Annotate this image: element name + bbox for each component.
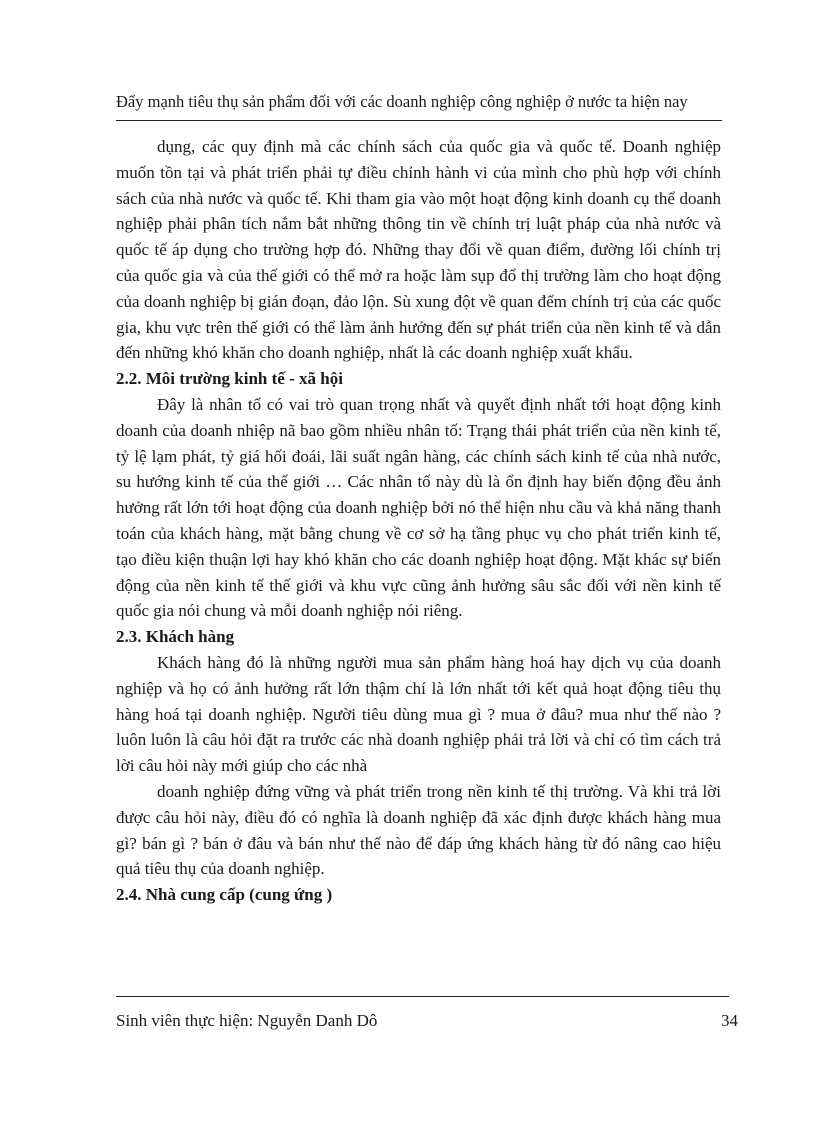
section-heading-2-3: 2.3. Khách hàng <box>116 627 235 647</box>
page-number: 34 <box>721 1011 738 1030</box>
paragraph-customers-continued: doanh nghiệp đứng vững và phát triển trong nền kinh tế thị trường. Và khi trả lời được câu hỏi này, điều đó có nghĩa là doanh nghiệp đã xác định được khách hàng mua gì? bán gì ? bán ở đâu và bán như thế nào để đáp ứng khách hàng từ đó nâng cao hiệu quả tiêu thụ của doanh nghiệp. <box>116 781 721 879</box>
paragraph-economic-environment: Đây là nhân tố có vai trò quan trọng nhất và quyết định nhất tới hoạt động kinh doanh của doanh nhiệp nã bao gồm nhiều nhân tố: Trạng thái phát triển của nền kinh tế, tỷ lệ lạm phát, tỷ giá hối đoái, lãi suất ngân hàng, các chính sách kinh tế của nhà nước, su hướng kinh tế của thế giới … Các nhân tố này dù là ổn định hay biến động đều ảnh hưởng rất lớn tới hoạt động của doanh nghiệp bởi nó thể hiện nhu cầu và khả năng thanh toán của khách hàng, mặt bằng chung về cơ sở hạ tầng phục vụ cho phát triển kinh tế, tạo điều kiện thuận lợi hay khó khăn cho các doanh nghiệp hoạt động. Mặt khác sự biến động của nền kinh tế thế giới và khu vực cũng ảnh hưởng sâu sắc đối với nền kinh tế quốc gia nói chung và mỗi doanh nghiệp nói riêng. <box>116 394 721 621</box>
page-body <box>116 134 721 908</box>
footer-divider <box>116 996 729 997</box>
footer-author: Sinh viên thực hiện: Nguyễn Danh Dô <box>116 1011 378 1030</box>
section-heading-2-4: 2.4. Nhà cung cấp (cung ứng ) <box>116 885 333 905</box>
header-divider <box>116 120 722 121</box>
paragraph-political-environment: dụng, các quy định mà các chính sách của quốc gia và quốc tế. Doanh nghiệp muốn tồn tại và phát triển phải tự điều chỉnh hành vi của mình cho phù hợp với chính sách của nhà nước và quốc tế. Khi tham gia vào một hoạt động kinh doanh cụ thể doanh nghiệp phải phân tích nắm bắt những thông tin về chính trị luật pháp của nhà nước và quốc tế áp dụng cho trường hợp đó. Những thay đổi về quan điểm, đường lối chính trị của quốc gia và của thế giới có thể mở ra hoặc làm sụp đổ thị trường làm cho hoạt động của doanh nghiệp bị gián đoạn, đảo lộn. Sù xung đột về quan đểm chính trị của các quốc gia, khu vực trên thế giới có thể làm ảnh hưởng đến sự phát triển của nền kinh tế và dẫn đến những khó khăn cho doanh nghiệp, nhất là các doanh nghiệp xuất khẩu. <box>116 137 721 363</box>
section-heading-2-2: 2.2. Môi trường kinh tế - xã hội <box>116 369 343 389</box>
paragraph-customers: Khách hàng đó là những người mua sản phẩm hàng hoá hay dịch vụ của doanh nghiệp và họ có ảnh hưởng rất lớn thậm chí là lớn nhất tới kết quả hoạt động tiêu thụ hàng hoá tại doanh nghiệp. Người tiêu dùng mua gì ? mua ở đâu? mua như thế nào ? luôn luôn là câu hỏi đặt ra trước các nhà doanh nghiệp phải trả lời và chỉ có tìm cách trả lời câu hỏi này mới giúp cho các nhà <box>116 652 721 776</box>
page-footer <box>116 1010 738 1032</box>
running-header: Đẩy mạnh tiêu thụ sản phẩm đối với các doanh nghiệp công nghiệp ở nước ta hiện nay <box>116 92 688 111</box>
